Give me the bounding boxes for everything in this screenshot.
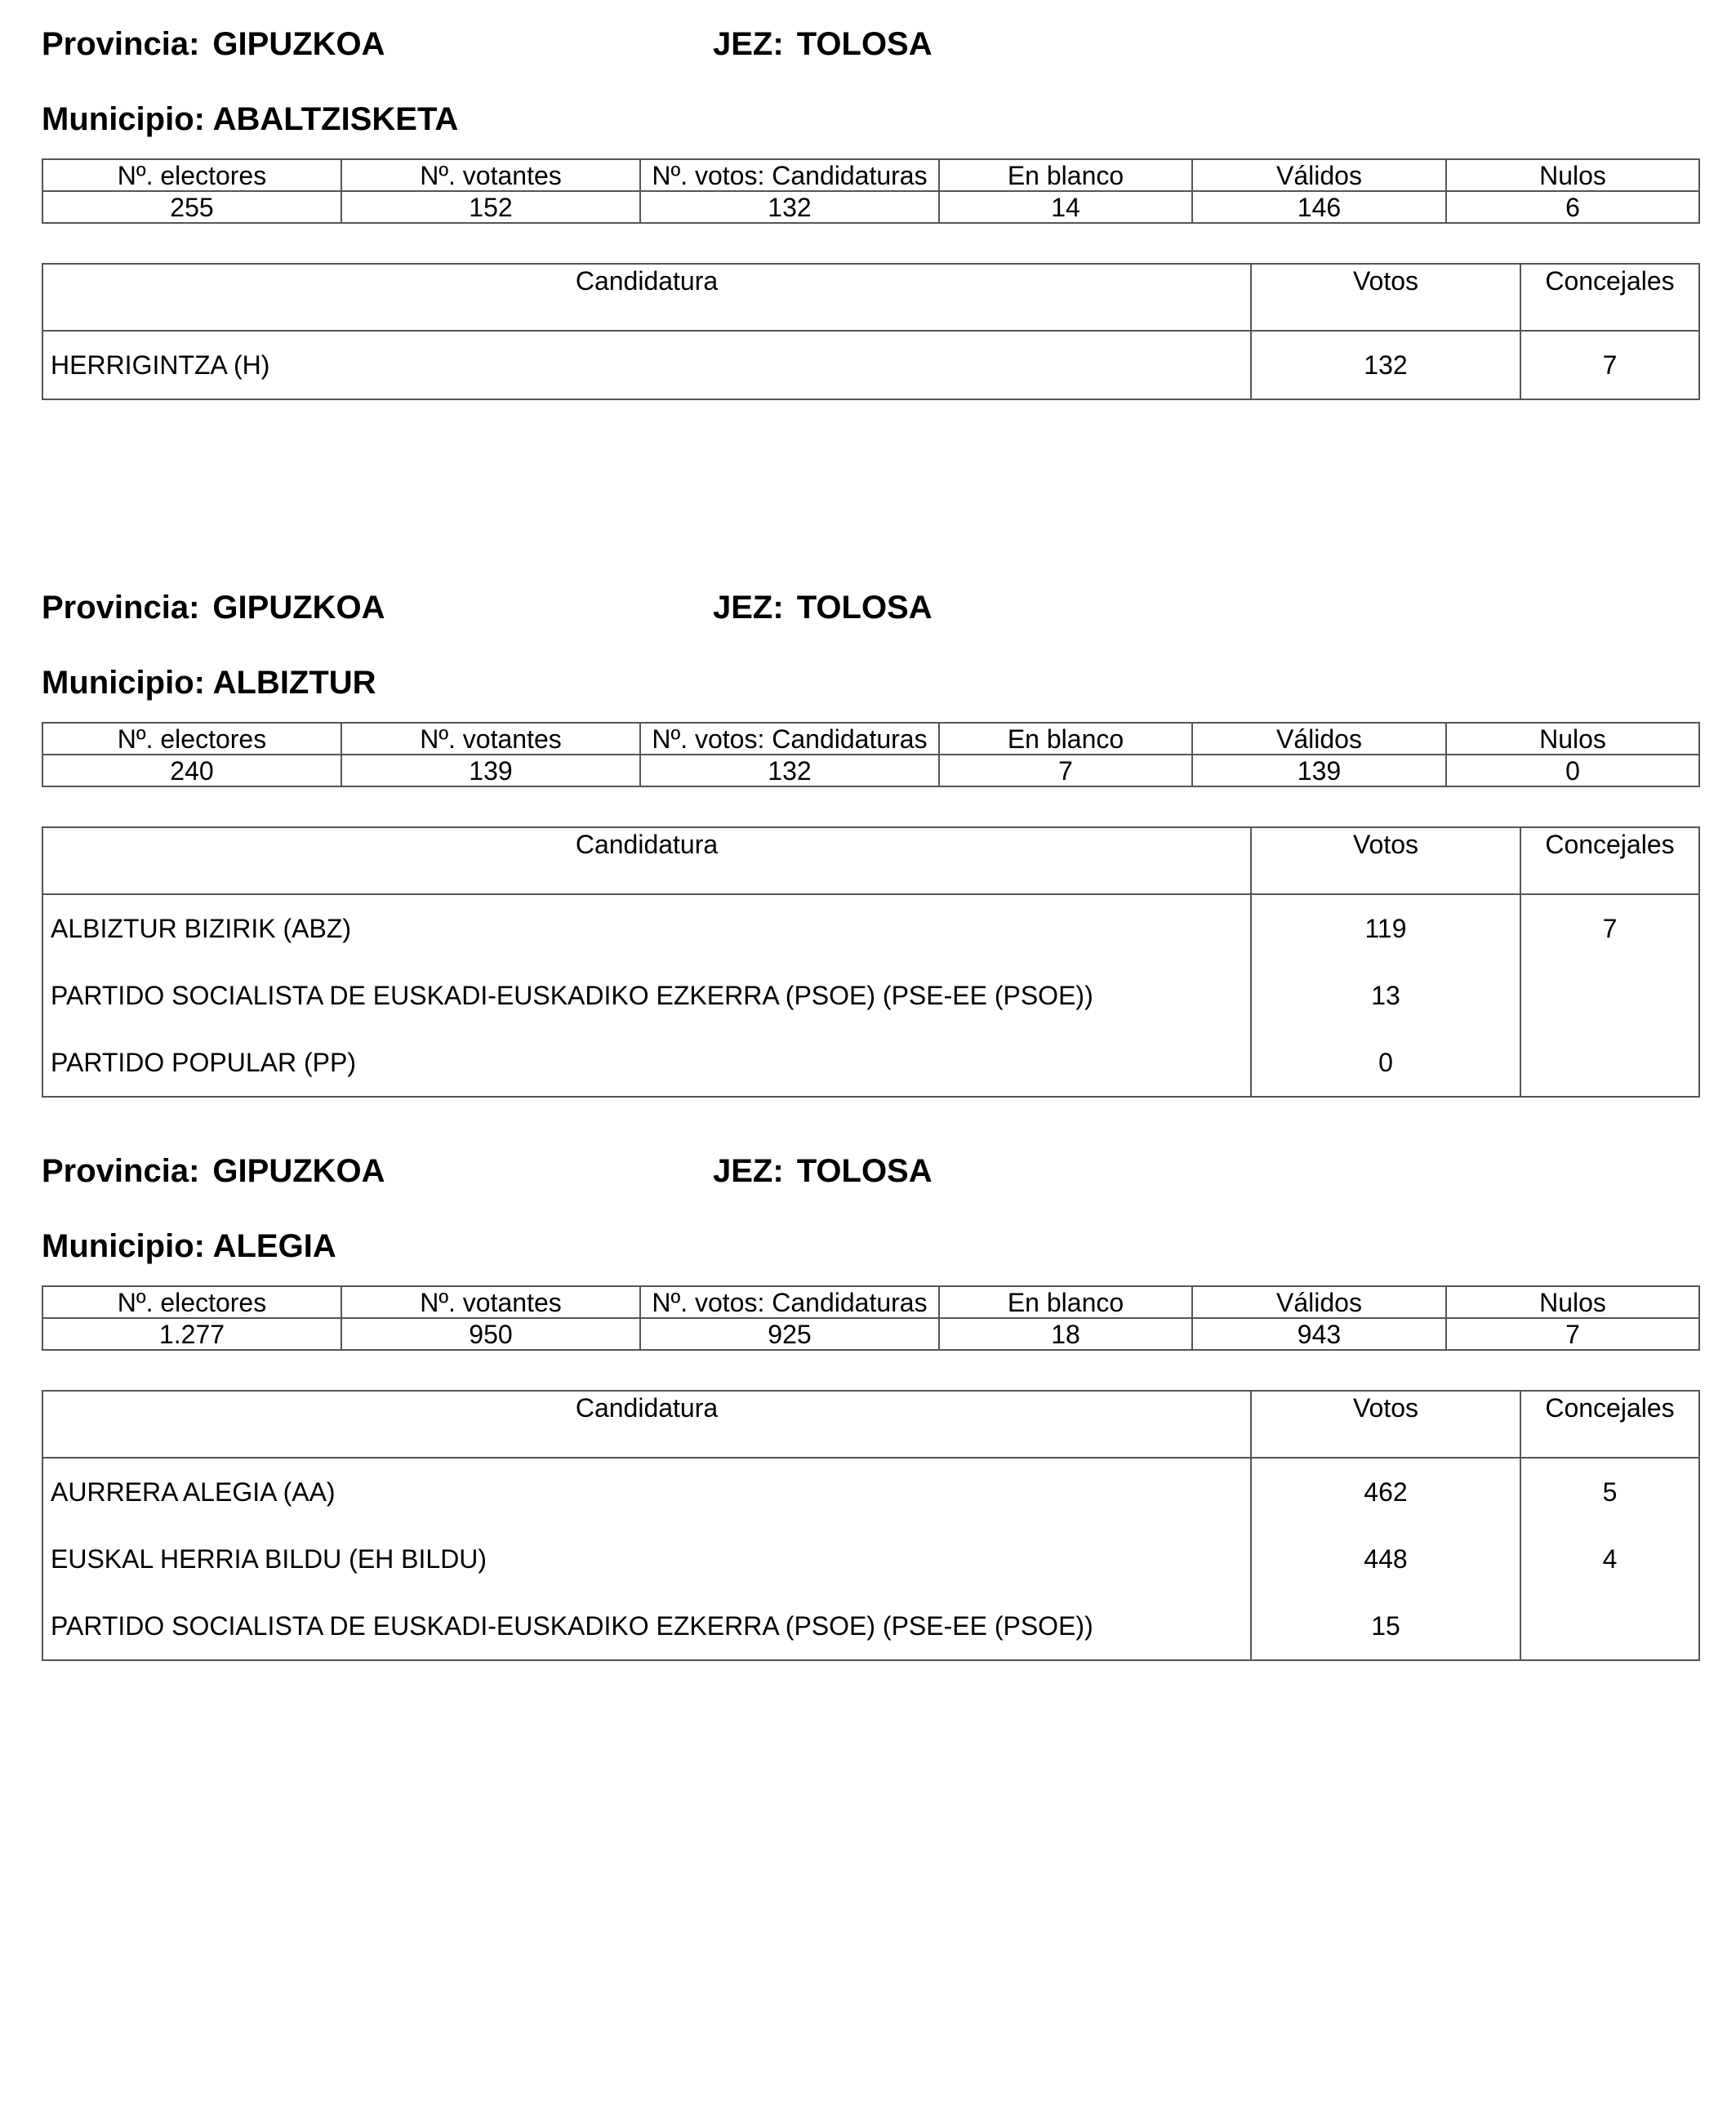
summary-table <box>42 1285 1700 1351</box>
summary-table <box>42 722 1700 787</box>
candidaturas-header-row <box>42 827 1699 894</box>
municipio-value: ABALTZISKETA <box>212 101 459 137</box>
candidatura-concejales: 4 <box>1520 1525 1699 1592</box>
header-votos: Votos <box>1251 827 1520 894</box>
candidatura-name: PARTIDO SOCIALISTA DE EUSKADI-EUSKADIKO EZKERRA (PSOE) (PSE-EE (PSOE)) <box>42 1592 1251 1660</box>
table-row <box>42 894 1699 962</box>
table-row <box>42 1029 1699 1097</box>
candidatura-name: AURRERA ALEGIA (AA) <box>42 1458 1251 1525</box>
municipio-header <box>42 665 376 701</box>
candidatura-name: EUSKAL HERRIA BILDU (EH BILDU) <box>42 1525 1251 1592</box>
candidatura-votos: 132 <box>1251 331 1520 399</box>
municipio-value: ALEGIA <box>212 1228 336 1264</box>
table-row <box>42 962 1699 1029</box>
header-en-blanco: En blanco <box>939 1286 1192 1318</box>
municipio-label: Municipio: <box>42 665 205 701</box>
value-electores: 1.277 <box>42 1318 341 1350</box>
candidaturas-table <box>42 263 1700 400</box>
value-votos-candidaturas: 132 <box>640 191 939 223</box>
provincia-value: GIPUZKOA <box>212 1153 385 1189</box>
value-votos-candidaturas: 925 <box>640 1318 939 1350</box>
header-validos: Válidos <box>1192 159 1446 191</box>
header-votos: Votos <box>1251 1391 1520 1458</box>
jez-header <box>713 26 933 62</box>
summary-value-row <box>42 1318 1699 1350</box>
candidaturas-header-row <box>42 1391 1699 1458</box>
candidatura-votos: 13 <box>1251 962 1520 1029</box>
provincia-label: Provincia: <box>42 590 200 626</box>
header-concejales: Concejales <box>1520 827 1699 894</box>
header-en-blanco: En blanco <box>939 723 1192 755</box>
header-validos: Válidos <box>1192 723 1446 755</box>
summary-table <box>42 158 1700 224</box>
candidatura-votos: 15 <box>1251 1592 1520 1660</box>
table-row <box>42 1525 1699 1592</box>
provincia-header <box>42 590 385 626</box>
table-row <box>42 1458 1699 1525</box>
candidatura-concejales: 5 <box>1520 1458 1699 1525</box>
value-electores: 240 <box>42 755 341 786</box>
header-nulos: Nulos <box>1446 1286 1699 1318</box>
municipio-label: Municipio: <box>42 1228 205 1264</box>
header-votos-candidaturas: Nº. votos: Candidaturas <box>640 723 939 755</box>
header-en-blanco: En blanco <box>939 159 1192 191</box>
value-validos: 146 <box>1192 191 1446 223</box>
candidaturas-table <box>42 1390 1700 1661</box>
municipio-value: ALBIZTUR <box>212 665 376 701</box>
header-votantes: Nº. votantes <box>341 1286 640 1318</box>
header-validos: Válidos <box>1192 1286 1446 1318</box>
header-candidatura: Candidatura <box>42 827 1251 894</box>
jez-label: JEZ: <box>713 590 784 626</box>
candidatura-concejales: 7 <box>1520 894 1699 962</box>
value-electores: 255 <box>42 191 341 223</box>
candidatura-votos: 0 <box>1251 1029 1520 1097</box>
value-en-blanco: 7 <box>939 755 1192 786</box>
value-validos: 139 <box>1192 755 1446 786</box>
candidatura-concejales <box>1520 1592 1699 1660</box>
provincia-header <box>42 26 385 62</box>
header-votos-candidaturas: Nº. votos: Candidaturas <box>640 159 939 191</box>
value-votantes: 152 <box>341 191 640 223</box>
header-electores: Nº. electores <box>42 723 341 755</box>
jez-label: JEZ: <box>713 1153 784 1189</box>
header-votos-candidaturas: Nº. votos: Candidaturas <box>640 1286 939 1318</box>
header-candidatura: Candidatura <box>42 264 1251 331</box>
candidatura-name: PARTIDO POPULAR (PP) <box>42 1029 1251 1097</box>
value-en-blanco: 18 <box>939 1318 1192 1350</box>
summary-header-row <box>42 1286 1699 1318</box>
municipio-header <box>42 1228 336 1264</box>
summary-value-row <box>42 755 1699 786</box>
jez-label: JEZ: <box>713 26 784 62</box>
provincia-label: Provincia: <box>42 26 200 62</box>
header-votantes: Nº. votantes <box>341 723 640 755</box>
header-nulos: Nulos <box>1446 159 1699 191</box>
jez-header <box>713 590 933 626</box>
summary-header-row <box>42 723 1699 755</box>
candidatura-name: HERRIGINTZA (H) <box>42 331 1251 399</box>
header-electores: Nº. electores <box>42 159 341 191</box>
provincia-label: Provincia: <box>42 1153 200 1189</box>
summary-value-row <box>42 191 1699 223</box>
jez-value: TOLOSA <box>796 1153 933 1189</box>
table-row <box>42 1592 1699 1660</box>
municipio-label: Municipio: <box>42 101 205 137</box>
header-candidatura: Candidatura <box>42 1391 1251 1458</box>
candidatura-concejales <box>1520 962 1699 1029</box>
candidatura-votos: 448 <box>1251 1525 1520 1592</box>
candidatura-name: ALBIZTUR BIZIRIK (ABZ) <box>42 894 1251 962</box>
municipio-header <box>42 101 458 137</box>
candidatura-concejales: 7 <box>1520 331 1699 399</box>
candidaturas-header-row <box>42 264 1699 331</box>
value-nulos: 0 <box>1446 755 1699 786</box>
jez-header <box>713 1153 933 1189</box>
header-nulos: Nulos <box>1446 723 1699 755</box>
header-votos: Votos <box>1251 264 1520 331</box>
value-nulos: 6 <box>1446 191 1699 223</box>
candidaturas-table <box>42 826 1700 1098</box>
candidatura-votos: 119 <box>1251 894 1520 962</box>
table-row <box>42 331 1699 399</box>
jez-value: TOLOSA <box>796 590 933 626</box>
value-votantes: 950 <box>341 1318 640 1350</box>
provincia-value: GIPUZKOA <box>212 26 385 62</box>
header-votantes: Nº. votantes <box>341 159 640 191</box>
provincia-value: GIPUZKOA <box>212 590 385 626</box>
value-votos-candidaturas: 132 <box>640 755 939 786</box>
jez-value: TOLOSA <box>796 26 933 62</box>
value-validos: 943 <box>1192 1318 1446 1350</box>
value-nulos: 7 <box>1446 1318 1699 1350</box>
header-concejales: Concejales <box>1520 1391 1699 1458</box>
header-electores: Nº. electores <box>42 1286 341 1318</box>
summary-header-row <box>42 159 1699 191</box>
provincia-header <box>42 1153 385 1189</box>
value-en-blanco: 14 <box>939 191 1192 223</box>
value-votantes: 139 <box>341 755 640 786</box>
candidatura-concejales <box>1520 1029 1699 1097</box>
candidatura-name: PARTIDO SOCIALISTA DE EUSKADI-EUSKADIKO EZKERRA (PSOE) (PSE-EE (PSOE)) <box>42 962 1251 1029</box>
header-concejales: Concejales <box>1520 264 1699 331</box>
candidatura-votos: 462 <box>1251 1458 1520 1525</box>
